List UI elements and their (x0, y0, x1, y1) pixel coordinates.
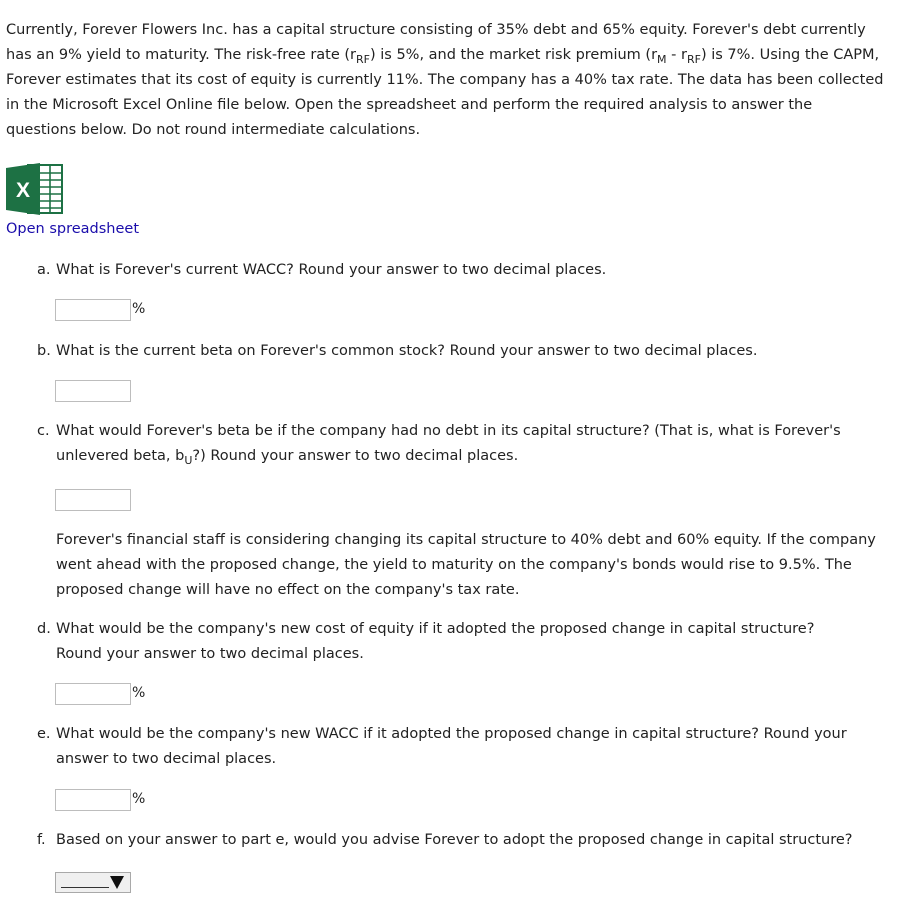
question-d-line1: What would be the company's new cost of equity if it adopted the proposed change in capital structure? (56, 621, 815, 637)
intro-paragraph (6, 18, 886, 143)
answer-d-input[interactable] (55, 683, 131, 705)
subscript-rf: RF (356, 53, 370, 66)
question-c-line2-post: ?) Round your answer to two decimal places. (192, 448, 519, 464)
scenario-paragraph: Forever's financial staff is considering changing its capital structure to 40% debt and 60% equity. If the company went ahead with the proposed change, the yield to maturity on the company's bonds would rise to 9.5%. The proposed change will have no effect on the company's tax rate. (56, 532, 876, 598)
subscript-rf-2: RF (686, 53, 701, 66)
intro-text-1: Currently, Forever Flowers Inc. has a capital structure consisting of 35% debt and 65% equity. Forever's debt currently has an 9% yield to maturity. The risk-free rate (r (6, 22, 866, 63)
answer-c-input[interactable] (55, 489, 131, 511)
answer-a-unit: % (132, 301, 146, 317)
dropdown-arrow-icon[interactable] (110, 876, 124, 889)
question-d-line2: Round your answer to two decimal places. (56, 646, 364, 662)
question-b-letter: b. (37, 343, 51, 359)
answer-d-unit: % (132, 685, 146, 701)
question-c-line2-pre: unlevered beta, b (56, 448, 185, 464)
answer-e-unit: % (132, 791, 146, 807)
question-e (37, 722, 877, 772)
subscript-m: M (657, 53, 667, 66)
intro-text-3: - r (666, 47, 687, 63)
question-d-letter: d. (37, 621, 51, 637)
answer-b-input[interactable] (55, 380, 131, 402)
question-c-line2 (37, 444, 877, 469)
question-f-letter: f. (37, 832, 46, 848)
intro-text-2: ) is 5%, and the market risk premium (r (369, 47, 658, 63)
question-a-text: What is Forever's current WACC? Round your answer to two decimal places. (56, 262, 607, 278)
question-e-line2: answer to two decimal places. (56, 751, 277, 767)
question-f-text: Based on your answer to part e, would you advise Forever to adopt the proposed change in capital structure? (56, 832, 853, 848)
answer-f-dropdown[interactable] (55, 872, 131, 893)
question-a (37, 258, 877, 283)
question-e-letter: e. (37, 726, 51, 742)
question-b (37, 339, 877, 364)
question-c (37, 419, 877, 469)
question-a-letter: a. (37, 262, 51, 278)
question-e-line1: What would be the company's new WACC if it adopted the proposed change in capital structure? Round your (56, 726, 847, 742)
excel-icon-letter: X (15, 179, 31, 202)
question-b-text: What is the current beta on Forever's common stock? Round your answer to two decimal places. (56, 343, 758, 359)
answer-a-input[interactable] (55, 299, 131, 321)
open-spreadsheet-link[interactable]: Open spreadsheet (6, 221, 140, 237)
dropdown-blank-line (61, 887, 109, 888)
answer-e-input[interactable] (55, 789, 131, 811)
subscript-u: U (184, 454, 193, 467)
excel-icon[interactable] (6, 162, 64, 216)
question-f (37, 828, 877, 853)
intro-text-4: ) is 7%. Using the CAPM, Forever estimates that its cost of equity is currently 11%. The company has a 40% tax rate. The data has been collected in the Microsoft Excel Online file below. Open the spreadsheet and perform the required analysis to answer the questions below. Do not round intermediate calculations. (6, 47, 884, 138)
question-d (37, 617, 877, 667)
question-c-line1: What would Forever's beta be if the company had no debt in its capital structure? (That is, what is Forever's (56, 423, 841, 439)
question-c-letter: c. (37, 423, 50, 439)
